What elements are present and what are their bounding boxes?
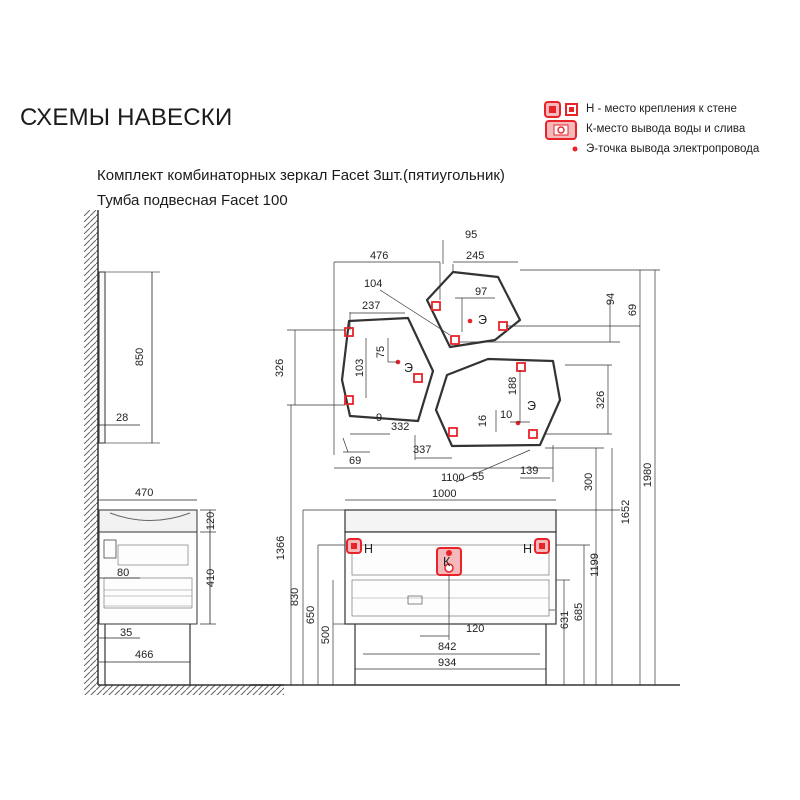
subtitle-cabinet: Тумба подвесная Facet 100 [97,192,288,209]
dim-685: 685 [573,602,585,622]
dim-10: 10 [500,409,513,421]
dim-466: 466 [135,649,154,661]
dim-337: 337 [413,444,432,456]
dim-237: 237 [362,300,381,312]
dim-16: 16 [477,414,489,428]
dim-120-front: 120 [466,623,485,635]
dim-69-top: 69 [627,303,639,317]
legend-label-water: К-место вывода воды и слива [586,123,746,135]
dim-35: 35 [120,627,133,639]
front-view [250,229,680,685]
dim-650: 650 [305,605,317,625]
mark-h-left: Н [364,542,374,556]
mark-k: К [443,555,451,569]
dim-470: 470 [135,487,154,499]
dim-69-bottom: 69 [349,455,362,467]
dim-326-left: 326 [274,358,286,378]
page-title: СХЕМЫ НАВЕСКИ [20,104,233,131]
mark-h-right: Н [523,542,533,556]
dim-500: 500 [320,625,332,645]
dim-326-right: 326 [595,390,607,410]
side-view [84,210,284,695]
dim-300: 300 [583,472,595,492]
dim-55: 55 [472,471,485,483]
wall-hatch [84,210,98,685]
dim-94: 94 [605,292,617,306]
dim-28: 28 [116,412,129,424]
mark-e-3: Э [527,399,536,413]
dim-75: 75 [375,345,387,359]
cabinet-side-top [99,510,197,532]
dim-103: 103 [354,358,366,378]
dim-332: 332 [391,421,410,433]
mirror-side-profile [99,272,105,443]
dim-104: 104 [364,278,383,290]
mark-e-2: Э [478,313,487,327]
subtitle-mirrors: Комплект комбинаторных зеркал Facet 3шт.(пятиугольник) [97,167,505,184]
legend-label-mount: Н - место крепления к стене [586,103,737,115]
dim-188: 188 [507,376,519,396]
dim-1652: 1652 [620,499,632,525]
dim-97: 97 [475,286,488,298]
floor-hatch [84,685,284,695]
dim-9: 9 [376,412,383,424]
dim-245: 245 [466,250,485,262]
cabinet-countertop [345,510,556,532]
dim-850: 850 [134,347,146,367]
dim-934: 934 [438,657,457,669]
dim-842: 842 [438,641,457,653]
dim-139: 139 [520,465,539,477]
dim-830: 830 [289,587,301,607]
dim-1366: 1366 [275,535,287,561]
dim-95: 95 [465,229,478,241]
mirror-top [427,272,520,347]
dim-631: 631 [559,610,571,630]
dim-410: 410 [205,568,217,588]
dim-476: 476 [370,250,389,262]
legend-label-power: Э-точка вывода электропровода [586,143,760,155]
dim-120-side: 120 [205,511,217,531]
mirror-right [436,359,560,446]
dim-1199: 1199 [589,553,601,577]
dim-1000: 1000 [432,488,457,500]
dim-1980: 1980 [642,462,654,488]
mark-e-1: Э [404,361,413,375]
dim-80: 80 [117,567,130,579]
dim-1100: 1100 [441,472,465,484]
